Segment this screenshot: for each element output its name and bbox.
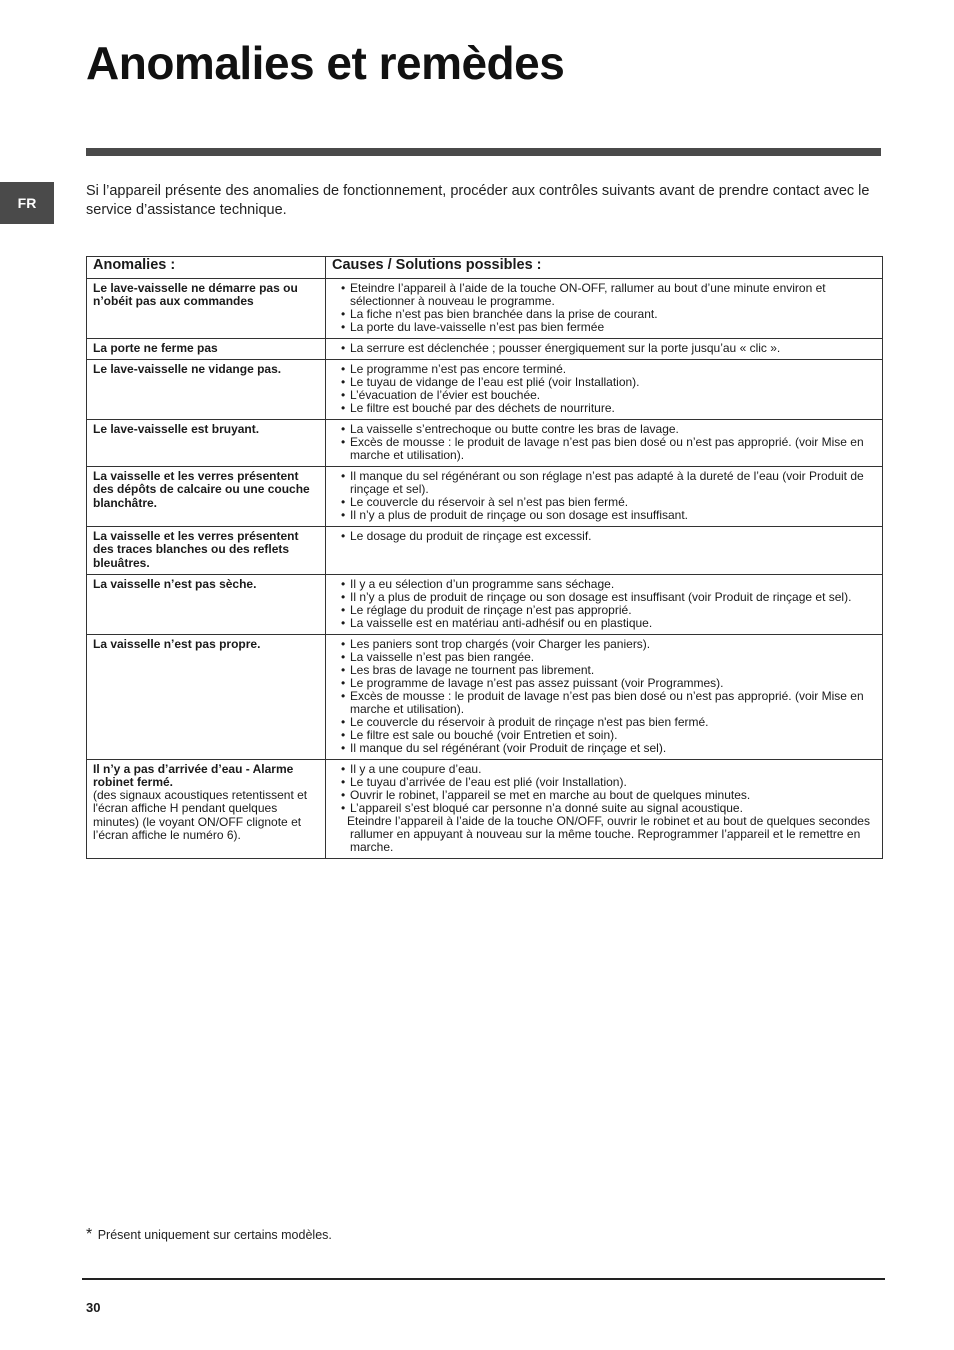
cause-text: La vaisselle n’est pas bien rangée. (350, 649, 535, 664)
causes-cell (326, 339, 883, 360)
bullet-icon: • (341, 740, 346, 755)
cause-text: Eteindre l’appareil à l’aide de la touche ON-OFF, rallumer au bout d’une minute environ et sélectionner à nouveau le programme. (350, 281, 826, 308)
cause-text: Le tuyau d’arrivée de l’eau est plié (voir Installation). (350, 774, 627, 789)
anomaly-cell (87, 339, 326, 360)
cause-item (332, 617, 876, 630)
bullet-icon: • (341, 362, 346, 377)
anomaly-label: Le lave-vaisselle ne vidange pas. (93, 362, 282, 377)
cause-item (332, 436, 876, 462)
causes-cell (326, 759, 883, 858)
cause-text: Il y a une coupure d’eau. (350, 761, 482, 776)
table-row (87, 574, 883, 634)
bullet-icon: • (341, 727, 346, 742)
bullet-icon: • (341, 495, 346, 510)
cause-text: La porte du lave-vaisselle n’est pas bien fermée (350, 320, 605, 334)
causes-cell (326, 360, 883, 420)
bullet-icon: • (341, 714, 346, 729)
anomaly-label: La vaisselle n’est pas sèche. (93, 576, 257, 591)
bullet-icon: • (341, 649, 346, 664)
table-row (87, 634, 883, 759)
cause-item (332, 470, 876, 496)
cause-item (332, 402, 876, 415)
table-row (87, 467, 883, 527)
causes-list (332, 638, 876, 755)
bullet-icon: • (341, 662, 346, 677)
anomaly-cell (87, 574, 326, 634)
cause-item (332, 815, 876, 854)
page-number: 30 (86, 1300, 101, 1315)
anomaly-label: La vaisselle n’est pas propre. (93, 636, 261, 651)
cause-text: La vaisselle est en matériau anti-adhésif ou en plastique. (350, 615, 653, 630)
bullet-icon: • (341, 615, 346, 630)
cause-text: Le couvercle du réservoir à produit de rinçage n'est pas bien fermé. (350, 714, 709, 729)
anomaly-cell (87, 420, 326, 467)
bullet-icon: • (341, 388, 346, 403)
cause-text: Excès de mousse : le produit de lavage n’est pas bien dosé ou n’est pas approprié. (voir Mise en marche et utilisation). (350, 688, 864, 716)
cause-text: Il y a eu sélection d’un programme sans séchage. (350, 576, 615, 591)
bullet-icon: • (341, 787, 346, 802)
cause-item (332, 282, 876, 308)
bullet-icon: • (341, 422, 346, 437)
anomaly-cell (87, 759, 326, 858)
bullet-icon: • (341, 469, 346, 484)
causes-cell (326, 574, 883, 634)
bullet-icon: • (341, 341, 346, 355)
causes-cell (326, 279, 883, 339)
footnote (86, 1228, 332, 1246)
bullet-icon: • (341, 800, 346, 815)
cause-item (332, 742, 876, 755)
cause-text: L’évacuation de l’évier est bouchée. (350, 388, 541, 403)
cause-item (332, 690, 876, 716)
cause-text: La fiche n’est pas bien branchée dans la prise de courant. (350, 307, 658, 321)
bullet-icon: • (341, 761, 346, 776)
bullet-icon: • (341, 281, 346, 295)
cause-text: Excès de mousse : le produit de lavage n’est pas bien dosé ou n’est pas approprié. (voir Mise en marche et utilisation). (350, 435, 864, 463)
bullet-icon: • (341, 589, 346, 604)
cause-text: Le tuyau de vidange de l’eau est plié (voir Installation). (350, 375, 640, 390)
cause-item (332, 530, 876, 543)
cause-text: Le filtre est sale ou bouché (voir Entretien et soin). (350, 727, 618, 742)
cause-text: Le couvercle du réservoir à sel n’est pas bien fermé. (350, 495, 629, 510)
footer-divider (82, 1278, 885, 1280)
table-row (87, 339, 883, 360)
cause-item (332, 342, 876, 355)
intro-paragraph: Si l’appareil présente des anomalies de fonctionnement, procéder aux contrôles suivants avant de prendre contact avec le service d’assistance technique. (86, 183, 870, 218)
causes-cell (326, 467, 883, 527)
cause-text: Il n’y a plus de produit de rinçage ou son dosage est insuffisant (voir Produit de rinçage et sel). (350, 589, 852, 604)
anomaly-label: Le lave-vaisselle ne démarre pas ou n’obéit pas aux commandes (93, 281, 298, 309)
anomaly-label: Le lave-vaisselle est bruyant. (93, 422, 260, 437)
bullet-icon: • (341, 529, 346, 544)
anomaly-cell (87, 467, 326, 527)
causes-list (332, 282, 876, 334)
causes-list (332, 470, 876, 522)
bullet-icon: • (341, 320, 346, 334)
cause-item (332, 509, 876, 522)
causes-cell (326, 634, 883, 759)
anomaly-cell (87, 279, 326, 339)
footnote-text: Présent uniquement sur certains modèles. (97, 1228, 332, 1242)
bullet-icon: • (341, 375, 346, 390)
anomaly-note: (des signaux acoustiques retentissent et l'écran affiche H pendant quelques minutes) (le voyant ON/OFF clignote et l’écran affiche le numéro 6). (93, 788, 308, 842)
cause-text: Le dosage du produit de rinçage est excessif. (350, 529, 592, 544)
causes-list (332, 363, 876, 415)
cause-text: Ouvrir le robinet, l’appareil se met en marche au bout de quelques minutes. (350, 787, 751, 802)
cause-item (332, 321, 876, 334)
header-anomalies: Anomalies : (87, 257, 326, 279)
cause-text: Le programme n’est pas encore terminé. (350, 362, 567, 377)
cause-text: Il manque du sel régénérant ou son réglage n’est pas adapté à la dureté de l’eau (voir Produit de rinçage et sel). (350, 469, 864, 497)
footnote-marker: * (86, 1226, 93, 1243)
causes-list (332, 342, 876, 355)
bullet-icon: • (341, 576, 346, 591)
title-divider (86, 148, 881, 156)
cause-text: Les bras de lavage ne tournent pas librement. (350, 662, 595, 677)
table-body (87, 279, 883, 859)
cause-text: La vaisselle s’entrechoque ou butte contre les bras de lavage. (350, 422, 679, 437)
anomaly-cell (87, 360, 326, 420)
page-title: Anomalies et remèdes (86, 37, 565, 89)
bullet-icon: • (341, 401, 346, 416)
causes-list (332, 763, 876, 854)
cause-text: La serrure est déclenchée ; pousser énergiquement sur la porte jusqu’au « clic ». (350, 341, 781, 355)
language-tab: FR (0, 182, 54, 224)
anomaly-cell (87, 634, 326, 759)
causes-list (332, 578, 876, 630)
cause-text: Le réglage du produit de rinçage n’est pas approprié. (350, 602, 632, 617)
cause-text: Les paniers sont trop chargés (voir Charger les paniers). (350, 636, 651, 651)
cause-text: Il manque du sel régénérant (voir Produit de rinçage et sel). (350, 740, 667, 755)
table-header-row (87, 257, 883, 279)
table-row (87, 420, 883, 467)
causes-cell (326, 420, 883, 467)
table-row (87, 527, 883, 575)
bullet-icon: • (341, 675, 346, 690)
causes-list (332, 423, 876, 462)
cause-text: Le programme de lavage n’est pas assez puissant (voir Programmes). (350, 675, 724, 690)
troubleshooting-table (86, 256, 883, 859)
bullet-icon: • (341, 774, 346, 789)
bullet-icon: • (341, 508, 346, 523)
table-row (87, 279, 883, 339)
cause-text: Il n’y a plus de produit de rinçage ou son dosage est insuffisant. (350, 508, 688, 523)
table-row (87, 360, 883, 420)
bullet-icon: • (341, 307, 346, 321)
anomaly-label: La porte ne ferme pas (93, 341, 218, 355)
anomaly-cell (87, 527, 326, 575)
anomaly-label: La vaisselle et les verres présentent des traces blanches ou des reflets bleuâtres. (93, 529, 299, 570)
header-causes: Causes / Solutions possibles : (326, 257, 883, 279)
bullet-icon: • (341, 688, 346, 703)
causes-list (332, 530, 876, 543)
bullet-icon: • (341, 602, 346, 617)
cause-text: L’appareil s’est bloqué car personne n’a donné suite au signal acoustique. (350, 800, 743, 815)
causes-cell (326, 527, 883, 575)
cause-text: Le filtre est bouché par des déchets de nourriture. (350, 401, 615, 416)
table-row (87, 759, 883, 858)
bullet-icon: • (341, 636, 346, 651)
bullet-icon: • (341, 435, 346, 450)
cause-text: Eteindre l’appareil à l’aide de la touche ON/OFF, ouvrir le robinet et au bout de quelques secondes rallumer en appuyant à nouveau sur la même touche. Reprogrammer l’appareil et le remettre en marche. (347, 813, 870, 854)
anomaly-label: Il n’y a pas d’arrivée d’eau - Alarme robinet fermé. (93, 761, 294, 790)
anomaly-label: La vaisselle et les verres présentent des dépôts de calcaire ou une couche blanchâtre. (93, 469, 310, 510)
